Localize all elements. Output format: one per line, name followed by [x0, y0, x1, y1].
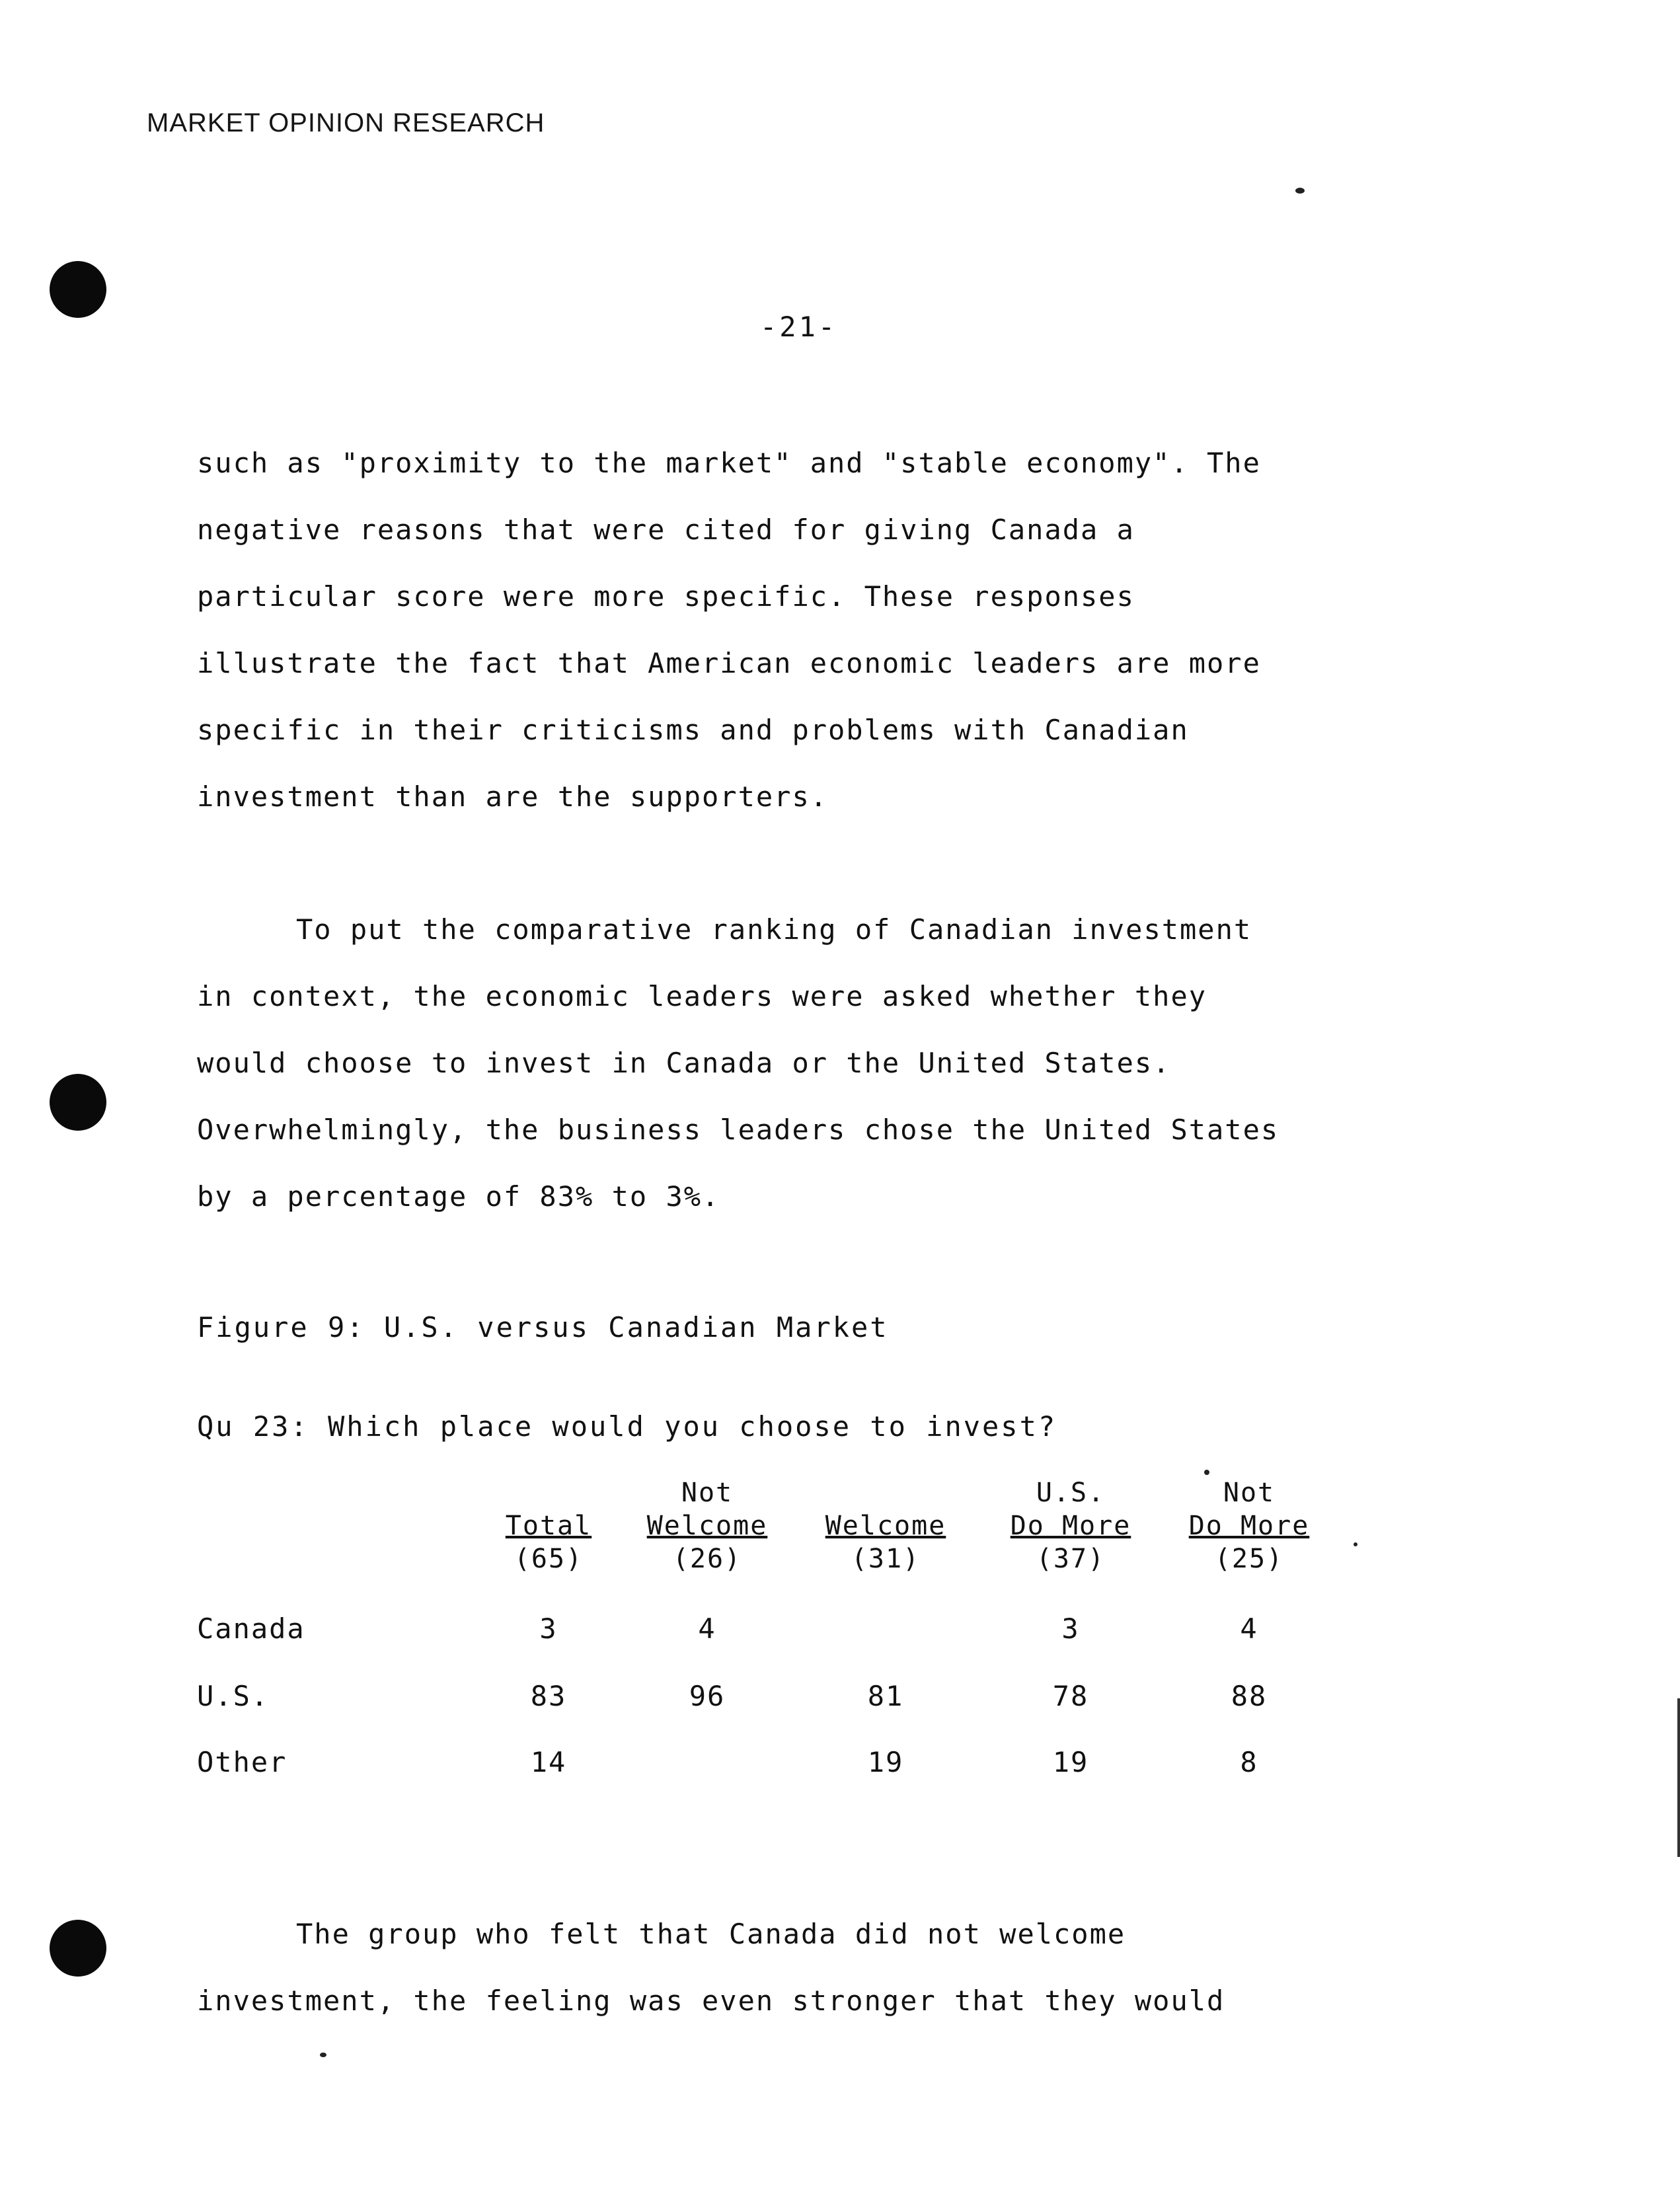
column-header-us-do-more: [991, 1476, 1150, 1575]
table-cell: 78: [1052, 1680, 1089, 1712]
punch-hole-bottom: [50, 1920, 106, 1977]
column-header-welcome: [810, 1476, 962, 1575]
column-header-line2: Total: [505, 1511, 592, 1541]
row-label-canada: Canada: [197, 1612, 305, 1645]
table-cell: 8: [1240, 1746, 1258, 1778]
column-header-line1: [810, 1476, 962, 1509]
row-label-other: Other: [197, 1746, 287, 1778]
letterhead: MARKET OPINION RESEARCH: [147, 108, 545, 137]
figure-title: Figure 9: U.S. versus Canadian Market: [197, 1311, 889, 1343]
column-base: (26): [672, 1544, 742, 1574]
column-base: (31): [851, 1544, 921, 1574]
table-cell: 83: [530, 1680, 567, 1712]
column-header-line2: Welcome: [825, 1511, 946, 1541]
column-header-not-welcome: [631, 1476, 783, 1575]
scan-speck: [1295, 188, 1305, 194]
table-cell: 3: [539, 1612, 558, 1645]
row-label-us: U.S.: [197, 1680, 270, 1712]
column-base: (37): [1036, 1544, 1106, 1574]
punch-hole-middle: [50, 1074, 106, 1131]
column-header-total: [489, 1476, 608, 1575]
paragraph-1: such as "proximity to the market" and "stable economy". The negative reasons that were cited for giving Canada a particular score were more specific. These responses illustrate the fact that American economic leaders are more specific in their criticisms and problems with Canadian investment than are the supporters.: [197, 447, 1261, 813]
table-cell: 4: [698, 1612, 716, 1645]
table-cell: 14: [530, 1746, 567, 1778]
column-header-line1: U.S.: [1036, 1478, 1106, 1508]
table-cell: 81: [867, 1680, 904, 1712]
table-cell: 3: [1061, 1612, 1080, 1645]
table-cell: 4: [1240, 1612, 1258, 1645]
column-header-line2: Do More: [1188, 1511, 1310, 1541]
paragraph-2: To put the comparative ranking of Canadian investment in context, the economic leaders were asked whether they would choose to invest in Canada or the United States. Overwhelmingly, the business leaders chose the United States by a percentage of 83% to 3%.: [197, 913, 1279, 1213]
scan-speck: [1354, 1542, 1357, 1546]
punch-hole-top: [50, 261, 106, 318]
table-cell: 19: [867, 1746, 904, 1778]
column-header-line2: Do More: [1010, 1511, 1131, 1541]
column-base: (25): [1214, 1544, 1284, 1574]
column-header-line1: Not: [681, 1478, 734, 1508]
page-number: -21-: [760, 311, 838, 343]
scan-edge-line: [1677, 1698, 1680, 1857]
column-header-not-do-more: [1170, 1476, 1328, 1575]
column-header-line2: Welcome: [646, 1511, 768, 1541]
table-cell: 88: [1231, 1680, 1268, 1712]
scan-speck: [320, 2053, 326, 2057]
scan-speck: [1204, 1470, 1209, 1475]
table-cell: 19: [1052, 1746, 1089, 1778]
survey-question: Qu 23: Which place would you choose to invest?: [197, 1410, 1057, 1443]
paragraph-3: The group who felt that Canada did not welcome investment, the feeling was even stronger that they would: [197, 1918, 1225, 2017]
table-cell: 96: [689, 1680, 726, 1712]
column-header-line1: [489, 1476, 608, 1509]
column-header-line1: Not: [1223, 1478, 1276, 1508]
column-base: (65): [514, 1544, 584, 1574]
